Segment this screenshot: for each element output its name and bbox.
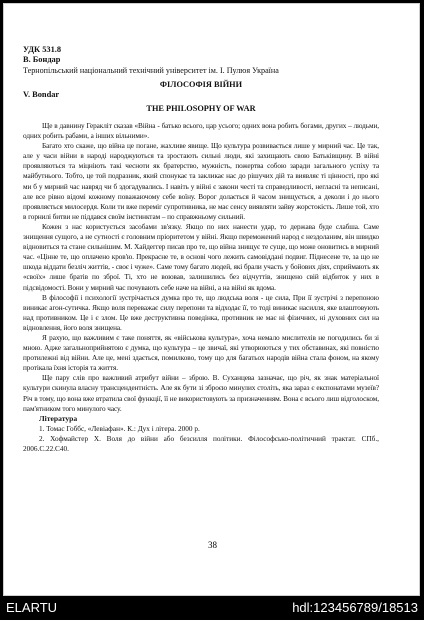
document-page <box>3 3 420 596</box>
title-en: THE PHILOSOPHY OF WAR <box>146 104 256 113</box>
footer-handle: hdl:123456789/18513 <box>292 600 418 615</box>
footer-repository: ELARTU <box>6 600 58 615</box>
paragraph: Ще в давнину Геракліт сказав «Війна - батько всього, цар усього; одних вона робить богами, других – людьми, одних робить рабами, а інших вільними». <box>23 122 379 141</box>
author-ua: В. Бондар <box>23 55 61 64</box>
reference-list <box>23 424 379 454</box>
article <box>23 45 379 454</box>
paragraph: Я рахую, що важливим є таке поняття, як «військова культура», хоча немало мислителів не погодились би зі мною. Адже загальноприйнятою є думка, що культура – це звичаї, які утворюються у тих обставинах, які повністю протилежні від війни. Але це, мені здається, помилково, тому що для багатьох народів війна стала фоном, на якому протікала їхня історія та життя. <box>23 333 379 373</box>
paragraph: Багато хто скаже, що війна це погане, жахливе явище. Що культура розвивається лише у мирний час. Це так, але у часи війни в народі народжуються та зростають сильні люди, які захищають свою Батьківщину. В війні проявляються та міцніють такі чесноти як братерство, мужність, пожертва собою заради загального успіху та майбутнього. Тобто, це той подразник, який спонукає та закликає нас до рішучих дій та виявляє ті цінності, про які ми б у мирний час навряд чи б здогадувались. І навіть у війні є закони честі та справедливості, негласні та неписані, але все рівно відомі кожному поважаючому себе воїну. Ворог долається й часом знищується, а деколи і до нього проявляється милосердя. Коли ти вже переміг супротивника, не має сенсу виявляти зайву жорстокість. Лише той, хто в горнилі битви не піддався своїм інстинктам – по справжньому сильний. <box>23 142 379 221</box>
article-body <box>23 121 379 414</box>
page-number: 38 <box>208 540 217 550</box>
footer-bar <box>0 596 424 620</box>
title-ua: ФІЛОСОФІЯ ВІЙНИ <box>159 80 243 89</box>
reference-item: 1. Томас Гоббс, «Левіафан». К.: Дух і літера. 2000 р. <box>39 424 200 433</box>
udc-code: УДК 531.8 <box>23 45 62 54</box>
literature-heading: Література <box>39 413 78 423</box>
paragraph: В філософії і психології зустрічається думка про те, що людська воля - це сила, При її зустрічі з перепоною виникає агон-сутичка. Якщо воля переважає силу перепони та відходає її, то тоді виникає насилля, яке влаштовують над противником. Це і є злом. Це вже деструктивна поведінка, противник не має ні фізичних, ні духовних сил на відновлення, його воля знищена. <box>23 293 379 332</box>
reference-item: 2. Хофмайстер Х. Воля до війни або безсилля політики. Філософсько-політичний трактат. СПб., 2006.С.22.С40. <box>23 434 379 453</box>
paragraph: Ще пару слів про важливий атрибут війни – зброю. В. Суханцева зазначає, що річ, як знак матеріальної культури скинула власну трансцендентність. Але як бути зі зброєю минулих століть, яка зараз є експонатами музеїв? Річ в тому, що вона вже втратила свої функції, її не використовують за призначенням. Вона є всього лиш відголоском, пам'ятником того минулого часу. <box>23 374 379 413</box>
author-en: V. Bondar <box>23 90 60 99</box>
affiliation: Тернопільський національний технічний університет ім. І. Пулюя Україна <box>23 66 279 75</box>
paragraph: Кожен з нас користується засобами зв'язку. Якщо по них нанести удар, то держава буде слабша. Саме знищення сущого, а не сутності є головним пріоритетом у війні. Якщо переможений народ є нездоланим, він швидко відновиться та стане сильнішим. М. Хайдеггер писав про те, що війна знищує те суще, що може оновитись в мирний час. «Цінне те, що оплачено кров'ю. Прекрасне те, в основі чого лежить самовіддані подвиг. Піднесене те, за що не шкода віддати безліч життів, - своє і чуже». Саме тому багато людей, які брали участь у бойових діях, сприймають як «своїх» лише братів по зброї. Ті, хто не воював, залишились без відчуттів, знищено свій відбиток у них в підсвідомості. Вони у мирний час почувають себе наче на війні, а на війні як вдома. <box>23 222 379 292</box>
